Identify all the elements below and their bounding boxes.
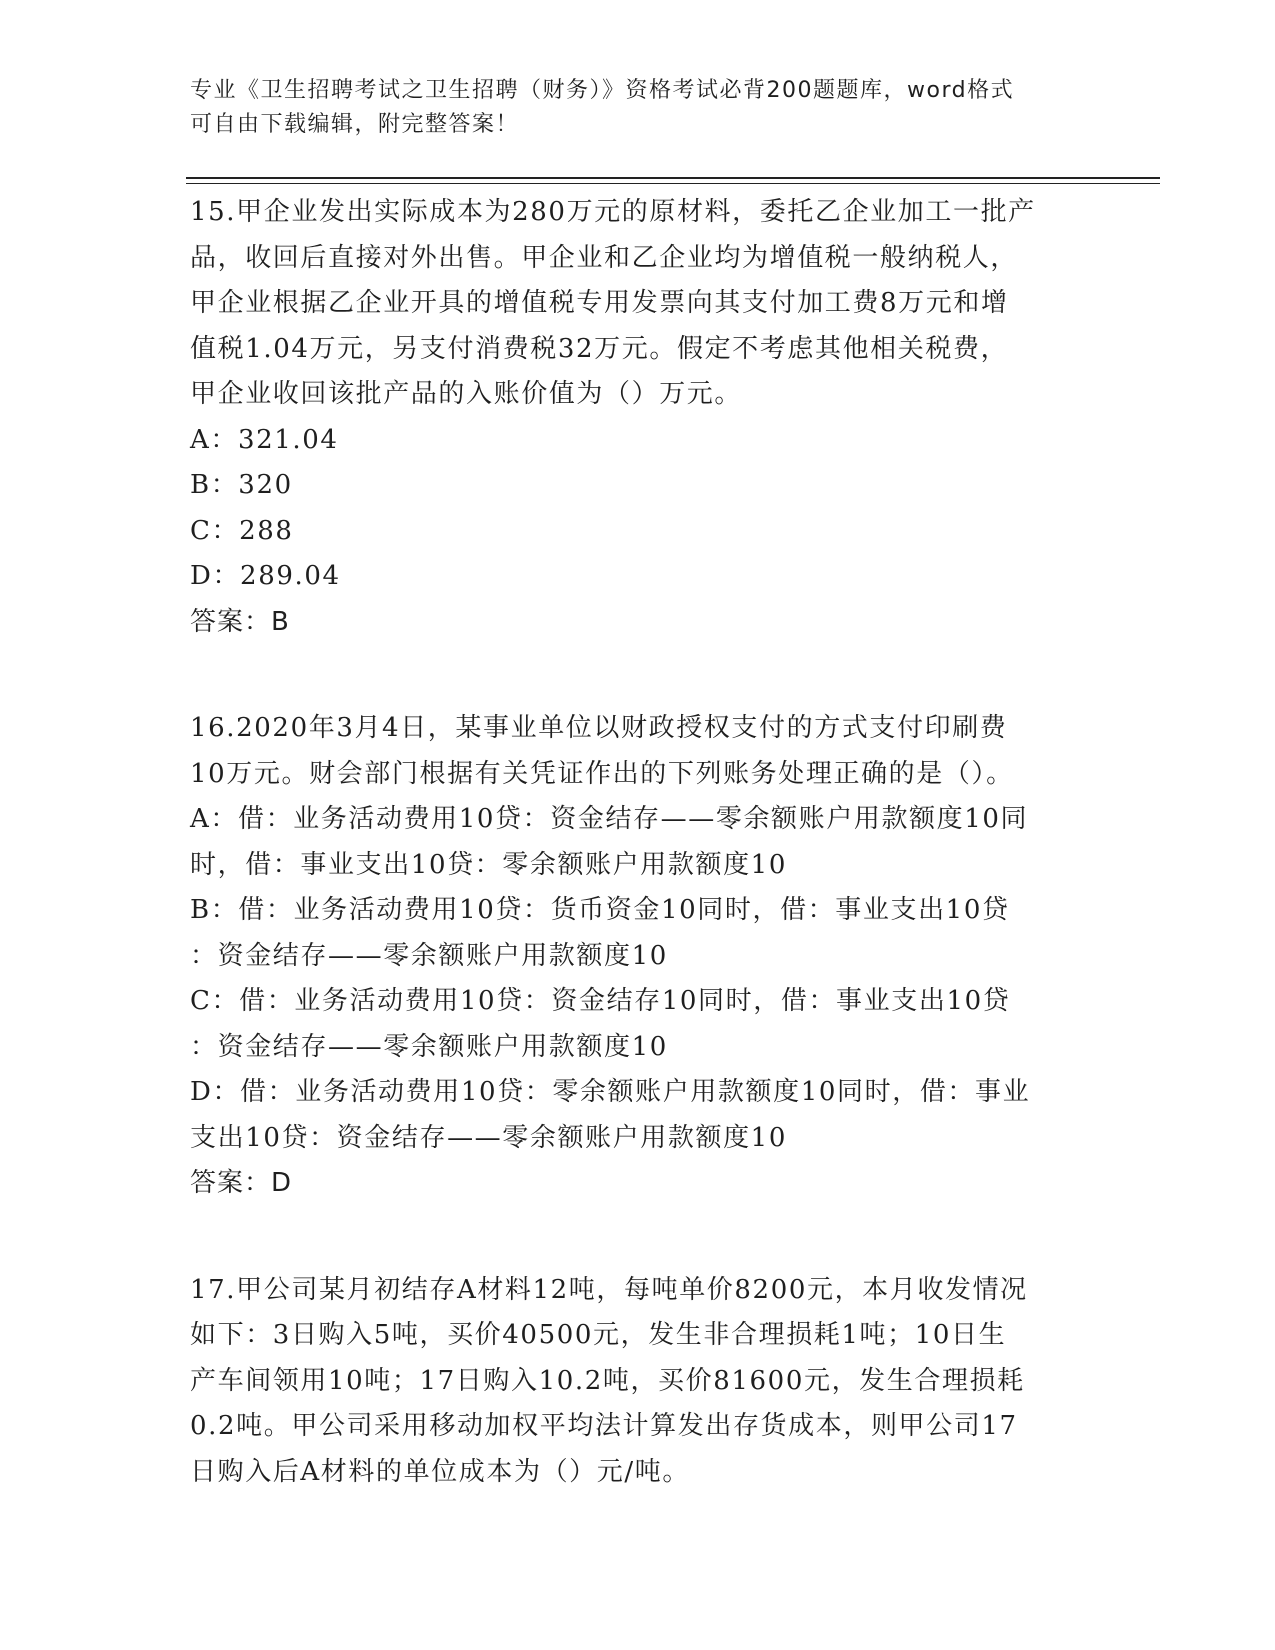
question-16 <box>190 706 1080 1207</box>
question-text-line: 日购入后A材料的单位成本为（）元/吨。 <box>190 1456 690 1487</box>
question-text-line: 16.2020年3月4日，某事业单位以财政授权支付的方式支付印刷费 <box>190 713 1008 743</box>
question-text-line: 如下：3日购入5吨，买价40500元，发生非合理损耗1吨；10日生 <box>190 1320 1007 1350</box>
option-b-cont: ：资金结存——零余额账户用款额度10 <box>190 940 668 971</box>
question-text-line: 值税1.04万元，另支付消费税32万元。假定不考虑其他相关税费， <box>190 333 1009 364</box>
question-gap <box>190 645 1080 706</box>
option-a: A：321.04 <box>190 424 339 455</box>
question-text-line: 10万元。财会部门根据有关凭证作出的下列账务处理正确的是（）。 <box>190 758 1014 789</box>
option-c: C：288 <box>190 515 294 546</box>
option-d: D：289.04 <box>190 561 341 591</box>
question-text-line: 甲企业根据乙企业开具的增值税专用发票向其支付加工费8万元和增 <box>190 288 1009 318</box>
option-c-cont: ：资金结存——零余额账户用款额度10 <box>190 1031 668 1062</box>
question-list <box>190 190 1080 1495</box>
option-d: D：借：业务活动费用10贷：零余额账户用款额度10同时，借：事业 <box>190 1077 1031 1107</box>
question-17 <box>190 1268 1080 1496</box>
header-divider-thin <box>186 183 1160 184</box>
option-b: B：320 <box>190 470 293 500</box>
question-text-line: 甲企业收回该批产品的入账价值为（）万元。 <box>190 379 743 409</box>
answer-label: 答案：D <box>190 1168 293 1198</box>
header-line-1: 专业《卫生招聘考试之卫生招聘（财务）》资格考试必背200题题库，word格式 <box>190 78 1015 103</box>
header-line-2: 可自由下载编辑，附完整答案！ <box>190 112 520 137</box>
header-divider <box>186 177 1160 179</box>
option-d-cont: 支出10贷：资金结存——零余额账户用款额度10 <box>190 1122 787 1153</box>
question-text-line: 17.甲公司某月初结存A材料12吨，每吨单价8200元，本月收发情况 <box>190 1274 1028 1305</box>
question-text-line: 0.2吨。甲公司采用移动加权平均法计算发出存货成本，则甲公司17 <box>190 1411 1018 1441</box>
answer-label: 答案：B <box>190 606 290 637</box>
document-header <box>190 74 1070 142</box>
option-b: B：借：业务活动费用10贷：货币资金10同时，借：事业支出10贷 <box>190 895 1010 925</box>
question-15 <box>190 190 1080 645</box>
option-a-cont: 时，借：事业支出10贷：零余额账户用款额度10 <box>190 849 787 880</box>
question-text-line: 品，收回后直接对外出售。甲企业和乙企业均为增值税一般纳税人， <box>190 242 1019 273</box>
option-c: C：借：业务活动费用10贷：资金结存10同时，借：事业支出10贷 <box>190 986 1011 1016</box>
question-text-line: 产车间领用10吨；17日购入10.2吨，买价81600元，发生合理损耗 <box>190 1365 1025 1396</box>
option-a: A：借：业务活动费用10贷：资金结存——零余额账户用款额度10同 <box>190 804 1029 834</box>
question-gap <box>190 1207 1080 1268</box>
question-text-line: 15.甲企业发出实际成本为280万元的原材料，委托乙企业加工一批产 <box>190 197 1036 227</box>
